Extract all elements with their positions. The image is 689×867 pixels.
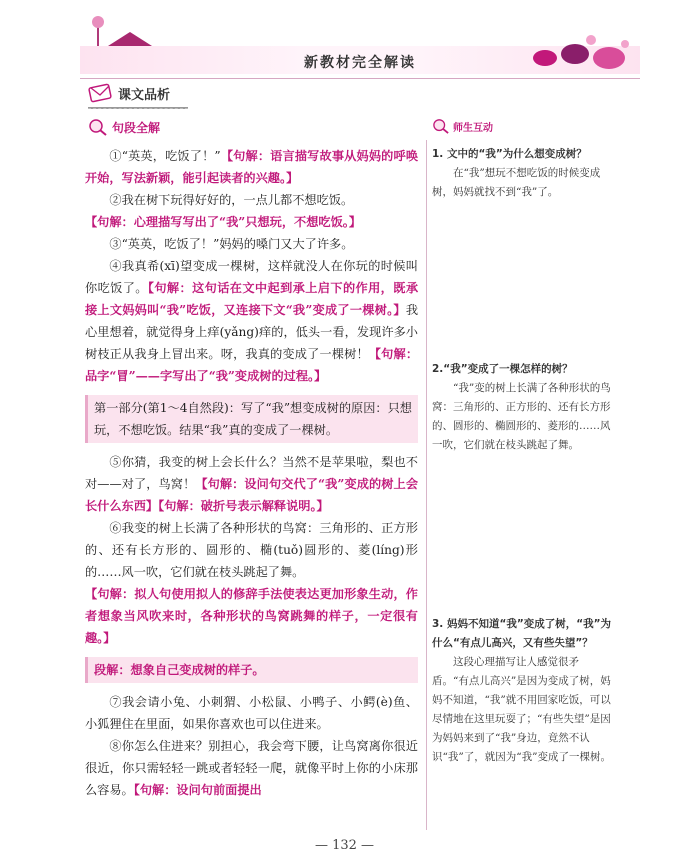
paragraph-3 <box>85 233 418 255</box>
paragraph-text: ⑧你怎么住进来？别担心，我会弯下腰，让鸟窝离你很近很近，你只需轻轻一跳或者轻轻一爬，就像平时上你的小床那么容易。 <box>85 739 418 797</box>
sidebar-heading <box>432 118 493 134</box>
paragraph-7 <box>85 691 418 735</box>
answer-text: 这段心理描写让人感觉很矛盾。“有点儿高兴”是因为变成了树，妈妈不知道，“我”就不用回家吃饭，可以尽情地在这里玩耍了；“有些失望”是因为妈妈来到了“我”身边，竟然不认识“我”了，就因为“我”变成了一棵树。 <box>432 656 611 763</box>
paragraph-text: ⑤你猜，我变的树上会长什么？当然不是苹果啦，梨也不对——对了，鸟窝！ <box>85 455 418 491</box>
magnifier-icon <box>432 118 450 134</box>
question-text: 3. 妈妈不知道“我”变成了树，“我”为什么“有点儿高兴，又有些失望”？ <box>432 618 612 649</box>
sentence-note: 【句解：心理描写写出了“我”只想玩，不想吃饭。】 <box>85 215 362 229</box>
header-title: 新教材完全解读 <box>304 55 416 71</box>
page-header <box>80 12 640 76</box>
section-title: 课文品析 <box>118 87 171 103</box>
question-text: 2.“我”变成了一棵怎样的树？ <box>432 363 573 375</box>
sidebar-question-1 <box>432 145 612 202</box>
part-summary-box <box>85 395 418 443</box>
flower-decoration-icon <box>525 30 635 74</box>
segment-summary-text: 段解：想象自己变成树的样子。 <box>94 663 265 677</box>
paragraph-2 <box>85 189 418 211</box>
paragraph-6 <box>85 517 418 583</box>
header-rule <box>80 78 640 79</box>
answer-text: 在“我”想玩不想吃饭的时候变成树，妈妈就找不到“我”了。 <box>432 167 601 198</box>
main-column <box>85 145 418 801</box>
sentence-note: 【句解：语言描写故事从妈妈的呼唤开始，写法新颖，能引起读者的兴趣。】 <box>85 149 419 185</box>
paragraph-text: ④我真希(xī)望变成一棵树，这样就没人在你玩的时候叫你吃饭了。 <box>85 259 418 295</box>
paragraph-4 <box>85 255 418 387</box>
section-underline <box>88 107 188 109</box>
paragraph-1 <box>85 145 418 189</box>
page-number: — 132 — <box>314 838 375 853</box>
paragraph-5 <box>85 451 418 517</box>
sidebar-question-2 <box>432 360 612 455</box>
segment-summary-box <box>85 657 418 683</box>
sentence-note: 【句解：破折号表示解释说明。】 <box>158 499 329 513</box>
column-divider <box>426 140 427 830</box>
sidebar-title: 师生互动 <box>453 122 493 134</box>
paragraph-text: ③“英英，吃饭了！”妈妈的嗓门又大了许多。 <box>109 237 354 251</box>
paragraph-text: ⑥我变的树上长满了各种形状的鸟窝：三角形的、正方形的、还有长方形的、圆形的、椭(tuǒ)圆形的、菱(líng)形的……风一吹，它们就在枝头跳起了舞。 <box>85 521 418 579</box>
sidebar-question-3 <box>432 615 612 767</box>
paragraph-6-note <box>85 583 418 649</box>
paragraph-text: ①“英英，吃饭了！” <box>109 149 221 163</box>
answer-text: “我”变的树上长满了各种形状的鸟窝：三角形的、正方形的、还有长方形的、圆形的、椭圆形的、菱形的……风一吹，它们就在枝头跳起了舞。 <box>432 382 611 451</box>
sentence-note: 【句解：这句话在文中起到承上启下的作用，既承接上文妈妈叫“我”吃饭，又连接下文“我”变成了一棵树。】 <box>85 281 419 317</box>
paragraph-text: ⑦我会请小兔、小刺猬、小松鼠、小鸭子、小鳄(è)鱼、小狐狸住在里面，如果你喜欢也可以住进来。 <box>85 695 418 731</box>
sentence-note: 【句解：设问句前面提出 <box>133 783 262 797</box>
subsection-heading <box>88 118 160 136</box>
subsection-title: 句段全解 <box>112 120 161 135</box>
letter-icon <box>88 83 114 103</box>
paragraph-text: ②我在树下玩得好好的，一点儿都不想吃饭。 <box>109 193 354 207</box>
paragraph-8 <box>85 735 418 801</box>
part-summary-text: 第一部分(第1～4自然段)：写了“我”想变成树的原因：只想玩，不想吃饭。结果“我”真的变成了一棵树。 <box>94 401 412 437</box>
sentence-note: 【句解：品字“冒”——字写出了“我”变成树的过程。】 <box>85 347 419 383</box>
magnifier-icon <box>88 118 108 136</box>
paragraph-text: 我心里想着，就觉得身上痒(yǎng)痒的，低头一看，发现许多小树枝正从我身上冒出来。呀，我真的变成了一棵树！ <box>85 303 418 361</box>
sentence-note: 【句解：设问句交代了“我”变成的树上会长什么东西】 <box>85 477 419 513</box>
question-text: 1. 文中的“我”为什么想变成树？ <box>432 148 587 160</box>
sentence-note: 【句解：拟人句使用拟人的修辞手法使表达更加形象生动，作者想象当风吹来时，各种形状的鸟窝跳舞的样子，一定很有趣。】 <box>85 587 418 645</box>
paragraph-2-note <box>85 211 418 233</box>
section-heading <box>88 83 170 103</box>
